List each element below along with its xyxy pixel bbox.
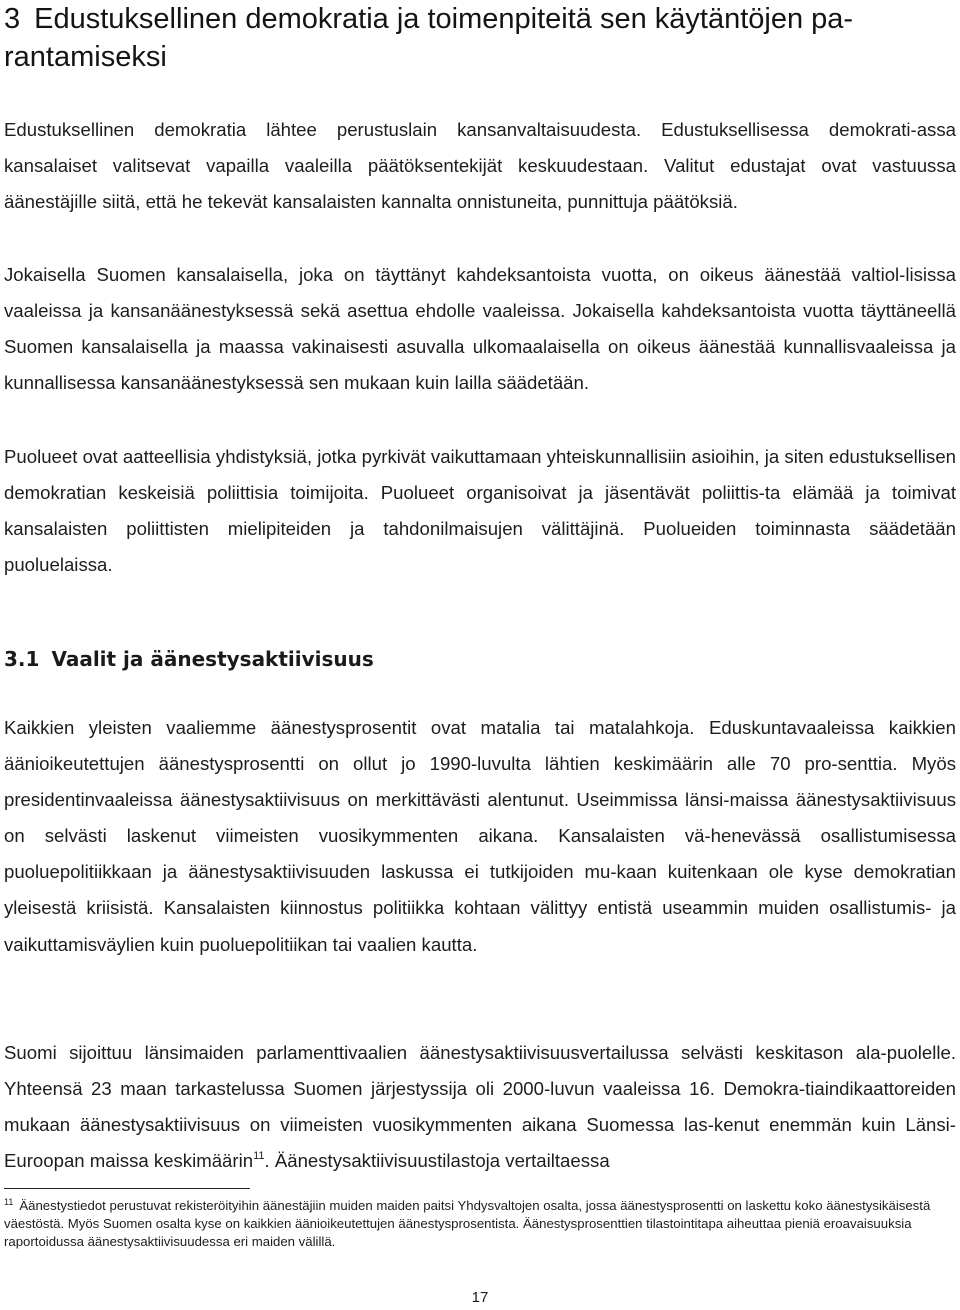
paragraph-voting-rights: Jokaisella Suomen kansalaisella, joka on täyttänyt kahdeksantoista vuotta, on oikeus äänestää valtiol-lisissa vaaleissa ja kansanäänestyksessä sekä asettua ehdolle vaaleissa. Jokaisella kahdeksantoista vuotta täyttäneellä Suomen kansalaisella ja maassa vakinaisesti asuvalla ulkomaalaisella on oikeus äänestää kunnallisvaaleissa ja kunnallisessa kansanäänestyksessä sen mukaan kuin lailla säädetään. (4, 264, 956, 394)
section-number: 3.1 (4, 647, 40, 671)
chapter-heading (4, 0, 954, 76)
page-number: 17 (471, 1289, 489, 1306)
footnote-text: Äänestystiedot perustuvat rekisteröityihin äänestäjiin muiden maiden paitsi Yhdysvaltojen osalta, jossa äänestysprosentti on laskettu koko äänestysikäisestä väestöstä. Myös Suomen osalta kyse on kaikkien äänioikeutettujen äänestysprosentista. Äänestysprosenttien tilastointitapa aiheuttaa pieniä eroavaisuuksia raportoidussa äänestysaktiivisuudessa eri maiden välillä. (4, 1198, 931, 1250)
paragraph-finland-text: Suomi sijoittuu länsimaiden parlamenttivaalien äänestysaktiivisuusvertailussa selvästi keskitason ala-puolelle. Yhteensä 23 maan tarkastelussa Suomen järjestyssija oli 2000-luvun vaaleissa 16. Demokra-tiaindikaattoreiden mukaan äänestysaktiivisuus on viimeisten vuosikymmenten aikana Suomessa las-kenut enemmän kuin Länsi-Euroopan maissa keskimäärin (4, 1042, 956, 1172)
paragraph-voter-turnout: Kaikkien yleisten vaaliemme äänestysprosentit ovat matalia tai matalahkoja. Eduskuntavaaleissa kaikkien äänioikeutettujen äänestysprosentti on ollut jo 1990-luvulta lähtien keskimäärin alle 70 pro-senttia. Myös presidentinvaaleissa äänestysaktiivisuus on merkittävästi alentunut. Useimmissa länsi-maissa äänestysaktiivisuus on selvästi laskenut viimeisten vuosikymmenten aikana. Kansalaisten vä-henevässä osallistumisessa puoluepolitiikkaan ja äänestysaktiivisuuden laskussa ei tutkijoiden mu-kaan kuitenkaan ole kyse demokratian yleisestä kriisistä. Kansalaisten kiinnostus politiikka kohtaan välittyy entistä useammin muiden osallistumis- ja vaikuttamisväylien kuin puoluepolitiikan tai vaalien kautta. (4, 717, 956, 955)
section-heading (4, 644, 904, 674)
footnote-reference[interactable]: 11 (253, 1150, 265, 1163)
chapter-number: 3 (4, 3, 21, 35)
footnote-marker: 11 (4, 1197, 14, 1207)
paragraph-finland-text-continued: . Äänestysaktiivisuustilastoja vertailtaessa (264, 1150, 610, 1172)
footnote (4, 1197, 956, 1252)
paragraph-finland-comparison (4, 1035, 956, 1179)
paragraph-representative-democracy: Edustuksellinen demokratia lähtee perustuslain kansanvaltaisuudesta. Edustuksellisessa demokrati-assa kansalaiset valitsevat vapailla vaaleilla päätöksentekijät keskuudestaan. Valitut edustajat ovat vastuussa äänestäjille siitä, että he tekevät kansalaisten kannalta onnistuneita, punnittuja päätöksiä. (4, 119, 956, 213)
chapter-title: Edustuksellinen demokratia ja toimenpiteitä sen käytäntöjen pa-rantamiseksi (4, 3, 854, 73)
paragraph-political-parties: Puolueet ovat aatteellisia yhdistyksiä, jotka pyrkivät vaikuttamaan yhteiskunnallisiin asioihin, ja siten edustuksellisen demokratian keskeisiä poliittisia toimijoita. Puolueet organisoivat ja jäsentävät poliittis-ta elämää ja toimivat kansalaisten poliittisten mielipiteiden ja tahdonilmaisujen välittäjinä. Puolueiden toiminnasta säädetään puoluelaissa. (4, 446, 956, 576)
footnote-separator (4, 1188, 250, 1189)
section-title: Vaalit ja äänestysaktiivisuus (51, 647, 374, 671)
